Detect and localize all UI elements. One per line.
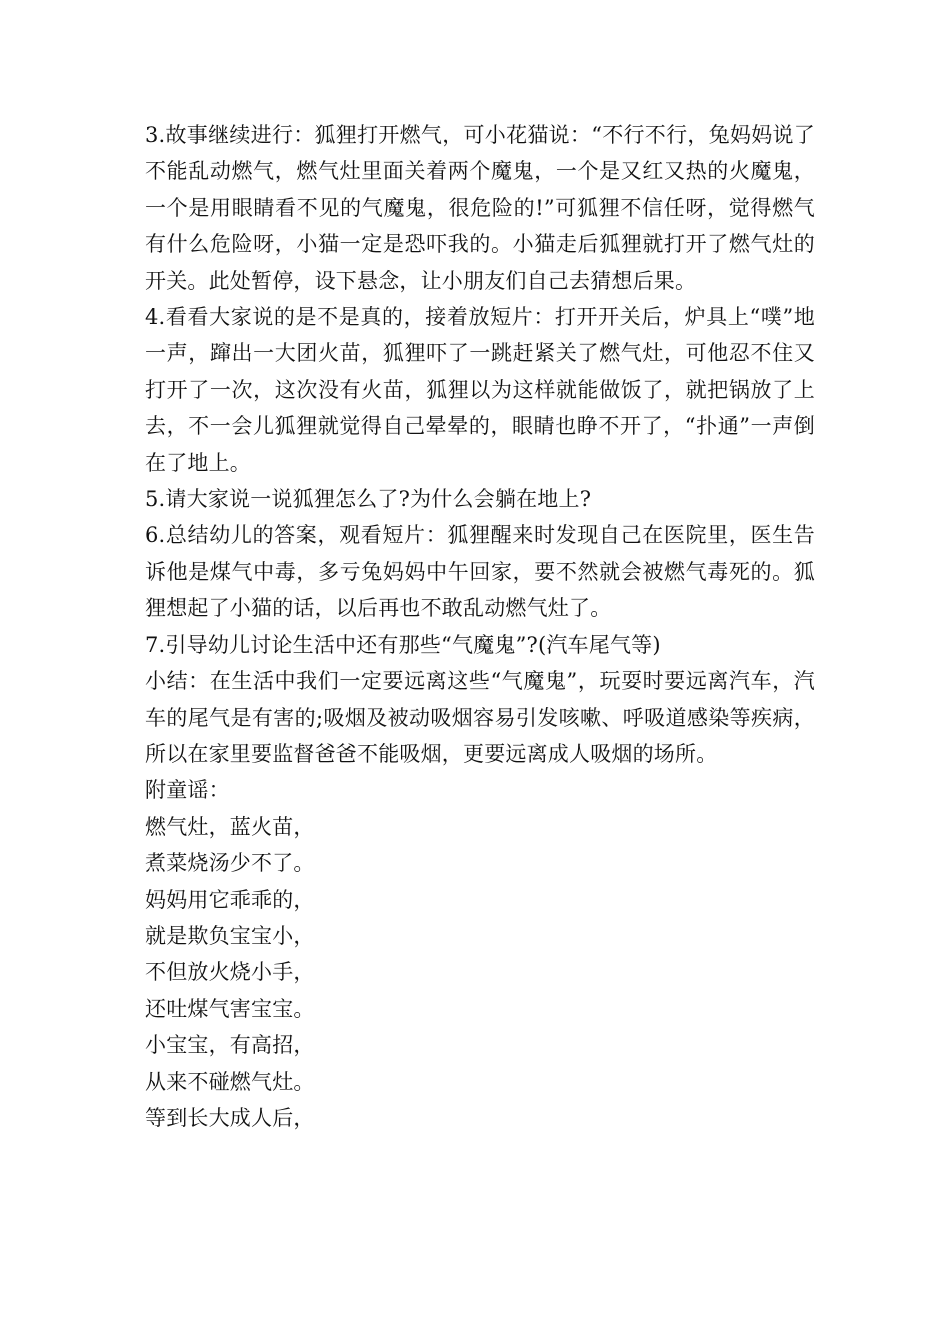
rhyme-line: 煮菜烧汤少不了。 bbox=[145, 851, 315, 876]
paragraph-step-4: 4.看看大家说的是不是真的，接着放短片：打开开关后，炉具上“噗”地一声，蹿出一大团火苗，狐狸吓了一跳赶紧关了燃气灶，可他忍不住又打开了一次，这次没有火苗，狐狸以为这样就能做饭了，就把锅放了上去，不一会儿狐狸就觉得自己晕晕的，眼睛也睁不开了，“扑通”一声倒在了地上。 bbox=[145, 305, 815, 475]
paragraph-step-7: 7.引导幼儿讨论生活中还有那些“气魔鬼”?(汽车尾气等) bbox=[145, 632, 661, 657]
rhyme-line: 妈妈用它乖乖的， bbox=[145, 887, 315, 912]
document-page bbox=[145, 117, 815, 1136]
rhyme-line: 等到长大成人后， bbox=[145, 1105, 315, 1130]
rhyme-line: 燃气灶，蓝火苗， bbox=[145, 814, 315, 839]
rhyme-line: 不但放火烧小手， bbox=[145, 960, 315, 985]
rhyme-line: 就是欺负宝宝小， bbox=[145, 923, 315, 948]
paragraph-step-3: 3.故事继续进行：狐狸打开燃气，可小花猫说：“不行不行，兔妈妈说了不能乱动燃气，燃气灶里面关着两个魔鬼，一个是又红又热的火魔鬼，一个是用眼睛看不见的气魔鬼，很危险的!”可狐狸不信任呀，觉得燃气有什么危险呀，小猫一定是恐吓我的。小猫走后狐狸就打开了燃气灶的开关。此处暂停，设下悬念，让小朋友们自己去猜想后果。 bbox=[145, 123, 815, 293]
nursery-rhyme bbox=[145, 809, 815, 1137]
rhyme-line: 小宝宝，有高招， bbox=[145, 1033, 315, 1058]
rhyme-line: 还吐煤气害宝宝。 bbox=[145, 996, 315, 1021]
paragraph-step-6: 6.总结幼儿的答案，观看短片：狐狸醒来时发现自己在医院里，医生告诉他是煤气中毒，多亏兔妈妈中午回家，要不然就会被燃气毒死的。狐狸想起了小猫的话，以后再也不敢乱动燃气灶了。 bbox=[145, 523, 815, 621]
paragraph-step-5: 5.请大家说一说狐狸怎么了?为什么会躺在地上? bbox=[145, 487, 592, 512]
rhyme-line: 从来不碰燃气灶。 bbox=[145, 1069, 315, 1094]
rhyme-heading: 附童谣： bbox=[145, 778, 230, 803]
paragraph-summary: 小结：在生活中我们一定要远离这些“气魔鬼”，玩耍时要远离汽车，汽车的尾气是有害的;吸烟及被动吸烟容易引发咳嗽、呼吸道感染等疾病，所以在家里要监督爸爸不能吸烟，更要远离成人吸烟的场所。 bbox=[145, 669, 815, 766]
